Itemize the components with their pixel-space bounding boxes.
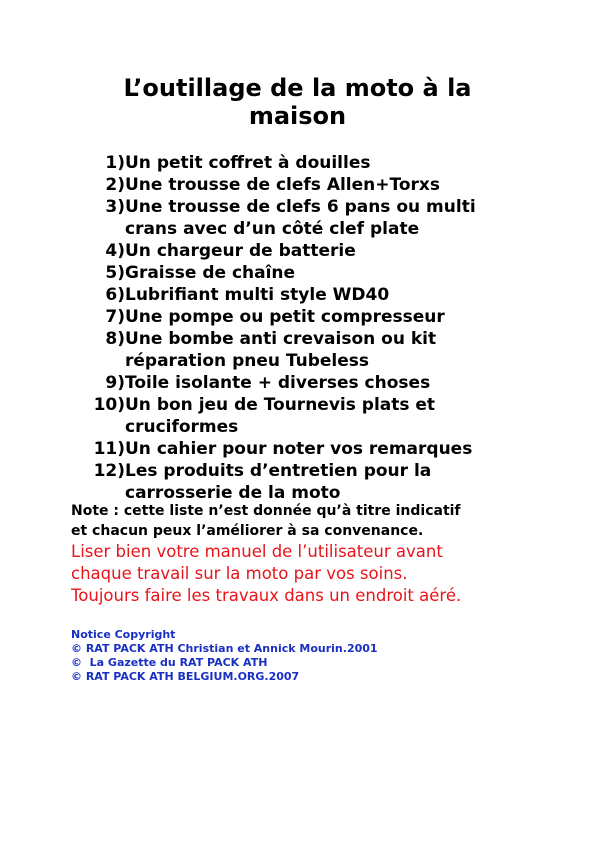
list-item-text: Une trousse de clefs Allen+Torxs (125, 175, 440, 195)
copyright-line: © RAT PACK ATH Christian et Annick Mourin.2001 (71, 642, 378, 655)
list-item-number: 5) (105, 263, 125, 283)
list-item-number: 9) (105, 373, 125, 393)
copyright-block (71, 628, 541, 684)
list-item-text: Graisse de chaîne (125, 263, 296, 283)
list-item-text: Lubrifiant multi style WD40 (125, 285, 390, 305)
list-item-number: 4) (105, 241, 125, 261)
list-item (70, 284, 540, 306)
note-text: Note : cette liste n’est donnée qu’à titre indicatif et chacun peux l’améliorer à sa convenance. (71, 503, 461, 539)
list-item (70, 174, 540, 196)
copyright-line: Notice Copyright (71, 628, 176, 641)
list-item-number: 2) (105, 175, 125, 195)
list-item-text: Une pompe ou petit compresseur (125, 307, 445, 327)
list-item-text: Une bombe anti crevaison ou kit réparation pneu Tubeless (125, 329, 437, 371)
list-item (70, 196, 540, 240)
list-item-text: Un petit coffret à douilles (125, 153, 371, 173)
tools-list (70, 152, 540, 504)
list-item-text: Un cahier pour noter vos remarques (125, 439, 473, 459)
list-item (70, 152, 540, 174)
list-item (70, 438, 540, 460)
list-item-number: 8) (105, 329, 125, 349)
list-item (70, 372, 540, 394)
list-item (70, 328, 540, 372)
list-item-number: 1) (105, 153, 125, 173)
list-item (70, 240, 540, 262)
list-item (70, 262, 540, 284)
list-item-text: Un chargeur de batterie (125, 241, 356, 261)
list-item-number: 12) (93, 461, 125, 481)
list-item-text: Les produits d’entretien pour la carrosserie de la moto (125, 461, 432, 503)
list-item-number: 6) (105, 285, 125, 305)
list-item-number: 3) (105, 197, 125, 217)
list-item (70, 460, 540, 504)
copyright-line: © La Gazette du RAT PACK ATH (71, 656, 268, 669)
list-item-number: 11) (93, 439, 125, 459)
list-item (70, 306, 540, 328)
list-item-number: 7) (105, 307, 125, 327)
warning-text: Liser bien votre manuel de l’utilisateur avant chaque travail sur la moto par vos soins. Toujours faire les travaux dans un endroit aéré. (71, 542, 462, 605)
page-title: L’outillage de la moto à la maison (123, 74, 472, 130)
copyright-line: © RAT PACK ATH BELGIUM.ORG.2007 (71, 670, 300, 683)
list-item-text: Un bon jeu de Tournevis plats et cruciformes (125, 395, 436, 437)
list-item-text: Une trousse de clefs 6 pans ou multi crans avec d’un côté clef plate (125, 197, 476, 239)
list-item-number: 10) (93, 395, 125, 415)
list-item (70, 394, 540, 438)
list-item-text: Toile isolante + diverses choses (125, 373, 431, 393)
